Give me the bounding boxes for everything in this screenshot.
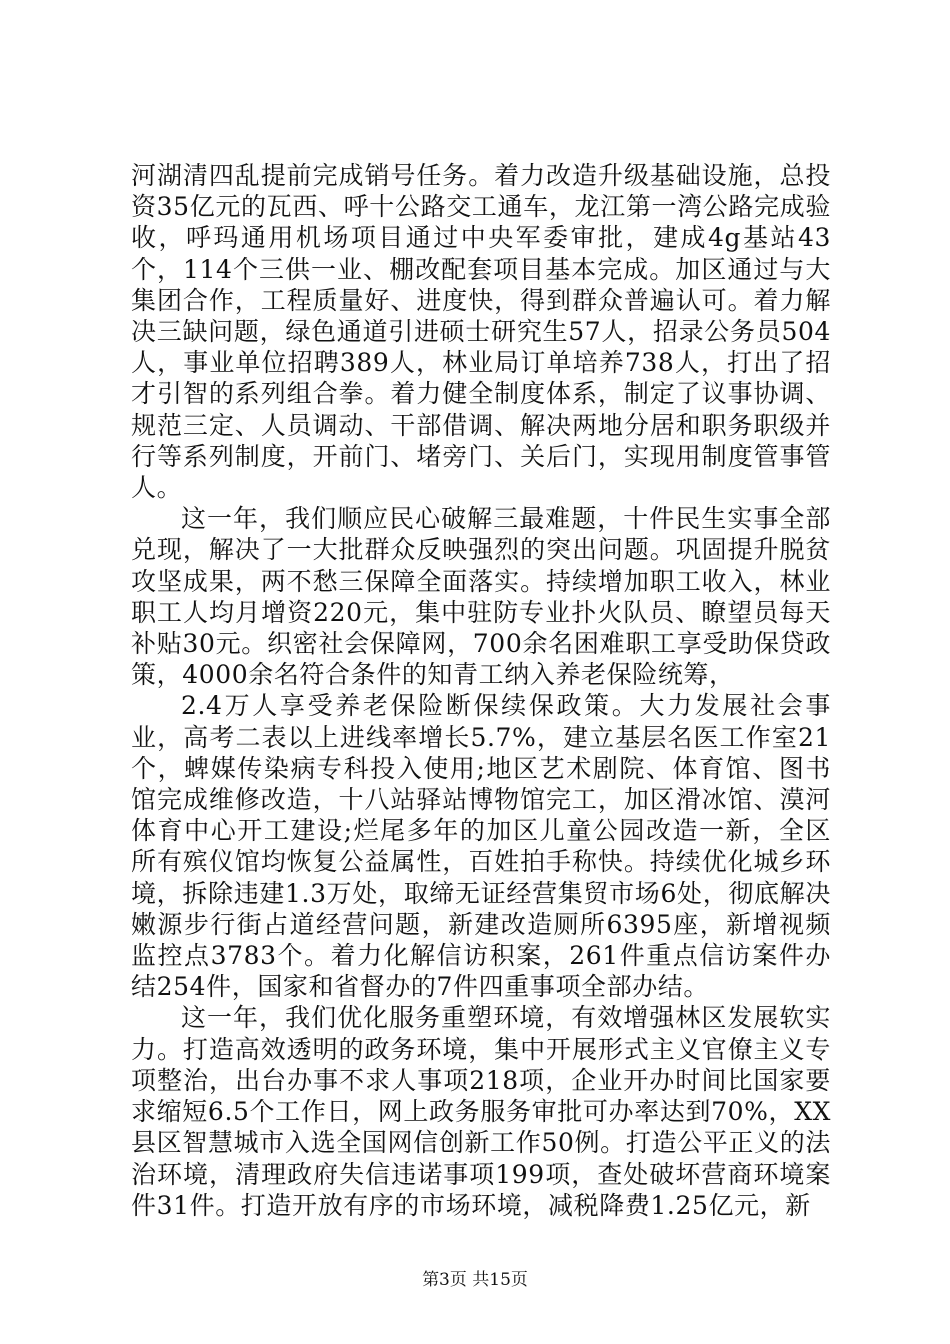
paragraph-1: 河湖清四乱提前完成销号任务。着力改造升级基础设施，总投资35亿元的瓦西、呼十公路交工通车，龙江第一湾公路完成验收，呼玛通用机场项目通过中央军委审批，建成4g基站43个，114个三供一业、棚改配套项目基本完成。加区通过与大集团合作，工程质量好、进度快，得到群众普遍认可。着力解决三缺问题，绿色通道引进硕士研究生57人，招录公务员504人，事业单位招聘389人，林业局订单培养738人，打出了招才引智的系列组合拳。着力健全制度体系，制定了议事协调、规范三定、人员调动、干部借调、解决两地分居和职务职级并行等系列制度，开前门、堵旁门、关后门，实现用制度管事管人。 — [131, 161, 831, 503]
paragraph-4: 这一年，我们优化服务重塑环境，有效增强林区发展软实力。打造高效透明的政务环境，集中开展形式主义官僚主义专项整治，出台办事不求人事项218项，企业开办时间比国家要求缩短6.5个工作日，网上政务服务审批可办率达到70%，XX县区智慧城市入选全国网信创新工作50例。打造公平正义的法治环境，清理政府失信违诺事项199项，查处破坏营商环境案件31件。打造开放有序的市场环境，减税降费1.25亿元，新 — [131, 1003, 831, 1220]
document-body — [131, 160, 831, 1221]
page-number-footer: 第3页 共15页 — [422, 1270, 528, 1290]
paragraph-2: 这一年，我们顺应民心破解三最难题，十件民生实事全部兑现，解决了一大批群众反映强烈的突出问题。巩固提升脱贫攻坚成果，两不愁三保障全面落实。持续增加职工收入，林业职工人均月增资220元，集中驻防专业扑火队员、瞭望员每天补贴30元。织密社会保障网，700余名困难职工享受助保贷政策，4000余名符合条件的知青工纳入养老保险统筹， — [131, 504, 831, 690]
paragraph-3: 2.4万人享受养老保险断保续保政策。大力发展社会事业，高考二表以上进线率增长5.7%，建立基层名医工作室21个，蜱媒传染病专科投入使用;地区艺术剧院、体育馆、图书馆完成维修改造，十八站驿站博物馆完工，加区滑冰馆、漠河体育中心开工建设;烂尾多年的加区儿童公园改造一新，全区所有殡仪馆均恢复公益属性，百姓拍手称快。持续优化城乡环境，拆除违建1.3万处，取缔无证经营集贸市场6处，彻底解决嫩源步行街占道经营问题，新建改造厕所6395座，新增视频监控点3783个。着力化解信访积案，261件重点信访案件办结254件，国家和省督办的7件四重事项全部办结。 — [131, 691, 831, 1002]
